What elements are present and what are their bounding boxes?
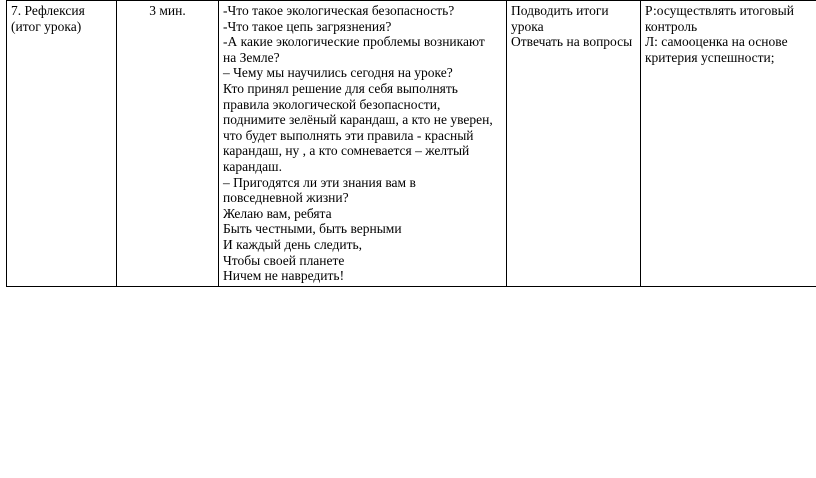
teacher-line: что будет выполнять эти правила - красный xyxy=(223,127,474,143)
teacher-line: Желаю вам, ребята xyxy=(223,205,332,221)
teacher-line: Быть честными, быть верными xyxy=(223,221,402,237)
teacher-line: Кто принял решение для себя выполнять xyxy=(223,80,458,96)
lesson-plan-table xyxy=(6,0,816,287)
teacher-line: на Земле? xyxy=(223,49,280,65)
uud-line: контроль xyxy=(645,18,698,34)
teacher-line: -А какие экологические проблемы возникают xyxy=(223,34,485,50)
teacher-activity-cell xyxy=(219,1,507,287)
teacher-line: повседневной жизни? xyxy=(223,190,349,206)
stage-line: 7. Рефлексия xyxy=(11,3,85,18)
teacher-line: -Что такое цепь загрязнения? xyxy=(223,18,392,34)
student-activity-cell xyxy=(507,1,641,287)
teacher-line: – Пригодятся ли эти знания вам в xyxy=(223,174,416,190)
stage-line: (итог урока) xyxy=(11,18,82,34)
teacher-line: Чтобы своей планете xyxy=(223,252,345,268)
teacher-line: -Что такое экологическая безопасность? xyxy=(223,3,455,18)
uud-line: Л: самооценка на основе xyxy=(645,34,788,50)
time-value: 3 мин. xyxy=(149,3,186,18)
teacher-line: карандаш. xyxy=(223,158,282,174)
teacher-line: И каждый день следить, xyxy=(223,236,363,252)
uud-line: Р:осуществлять итоговый xyxy=(645,3,794,18)
teacher-line: поднимите зелёный карандаш, а кто не уверен, xyxy=(223,112,493,128)
learning-outcomes-cell xyxy=(641,1,816,287)
stage-cell xyxy=(7,1,117,287)
student-line: урока xyxy=(511,18,544,34)
table-row xyxy=(7,1,816,287)
student-line: Подводить итоги xyxy=(511,3,609,18)
teacher-line: – Чему мы научились сегодня на уроке? xyxy=(223,65,453,81)
student-line: Отвечать на вопросы xyxy=(511,34,633,50)
teacher-line: правила экологической безопасности, xyxy=(223,96,441,112)
teacher-line: карандаш, ну , а кто сомневается – желтый xyxy=(223,143,470,159)
time-cell xyxy=(117,1,219,287)
teacher-line: Ничем не навредить! xyxy=(223,268,345,284)
uud-line: критерия успешности; xyxy=(645,49,775,65)
